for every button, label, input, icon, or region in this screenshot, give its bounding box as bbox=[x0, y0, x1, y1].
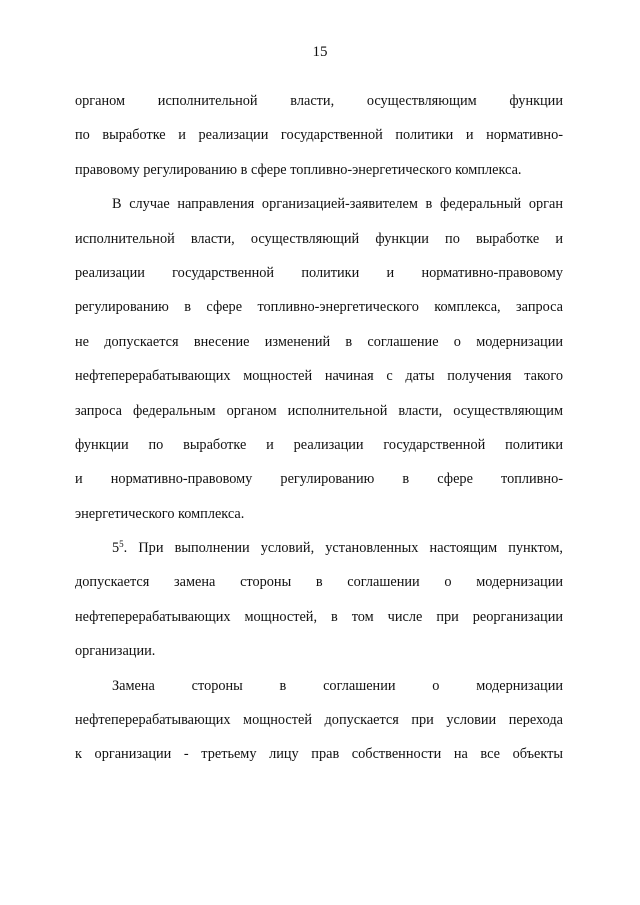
clause-number: 5 bbox=[112, 540, 120, 557]
clause-suffix: . bbox=[123, 540, 128, 557]
page-number: 15 bbox=[312, 44, 328, 60]
text-line: энергетического комплекса. bbox=[75, 505, 245, 522]
text-line: запроса федеральным органом исполнительной власти, осуществляющим bbox=[75, 402, 563, 419]
paragraph-1 bbox=[75, 84, 563, 187]
paragraph-2 bbox=[75, 187, 563, 531]
text-line: В случае направления организацией-заявителем в федеральный орган bbox=[112, 196, 563, 213]
text-line: и нормативно-правовому регулированию в сфере топливно- bbox=[75, 471, 563, 488]
clause-first-line bbox=[75, 531, 563, 565]
text-line: нефтеперерабатывающих мощностей, в том числе при реорганизации bbox=[75, 608, 563, 625]
text-line: допускается замена стороны в соглашении о модернизации bbox=[75, 574, 563, 591]
text-line: организации. bbox=[75, 643, 156, 660]
clause-text: При выполнении условий, установленных настоящим пунктом, bbox=[127, 540, 563, 557]
text-line: нефтеперерабатывающих мощностей начиная с даты получения такого bbox=[75, 368, 563, 385]
paragraph-4 bbox=[75, 669, 563, 772]
text-line: функции по выработке и реализации государственной политики bbox=[75, 436, 563, 453]
text-line: Замена стороны в соглашении о модернизации bbox=[112, 677, 563, 694]
text-line: нефтеперерабатывающих мощностей допускается при условии перехода bbox=[75, 712, 563, 729]
paragraph-3 bbox=[75, 531, 563, 669]
text-line: к организации - третьему лицу прав собственности на все объекты bbox=[75, 746, 563, 763]
clause-superscript: 5 bbox=[119, 539, 124, 550]
document-body bbox=[75, 84, 563, 772]
text-line: по выработке и реализации государственной политики и нормативно- bbox=[75, 127, 563, 144]
text-line: не допускается внесение изменений в соглашение о модернизации bbox=[75, 333, 563, 350]
text-line: исполнительной власти, осуществляющий функции по выработке и bbox=[75, 230, 563, 247]
text-line: регулированию в сфере топливно-энергетического комплекса, запроса bbox=[75, 299, 563, 316]
text-line: органом исполнительной власти, осуществляющим функции bbox=[75, 93, 563, 109]
text-line: реализации государственной политики и нормативно-правовому bbox=[75, 264, 563, 281]
text-line: правовому регулированию в сфере топливно-энергетического комплекса. bbox=[75, 161, 522, 178]
